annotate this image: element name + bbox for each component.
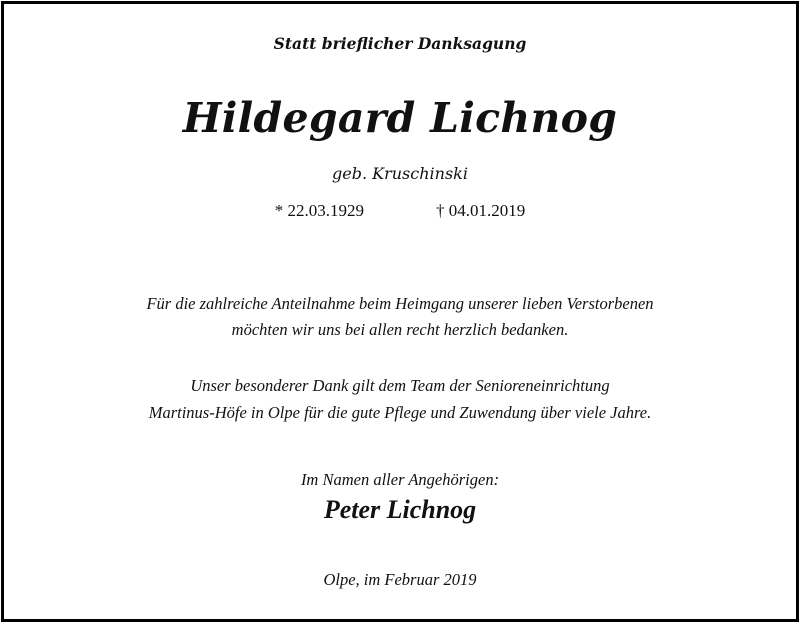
- deceased-name: Hildegard Lichnog: [182, 94, 618, 142]
- life-dates: [4, 201, 796, 221]
- signature-name: Peter Lichnog: [323, 495, 477, 524]
- special-thanks-line: Martinus-Höfe in Olpe für die gute Pflege und Zuwendung über viele Jahre.: [148, 403, 652, 422]
- thanks-paragraph-line: möchten wir uns bei allen recht herzlich bedanken.: [231, 320, 569, 339]
- birth-date: * 22.03.1929: [274, 201, 364, 220]
- obituary-notice-frame: [1, 1, 799, 622]
- special-thanks-line: Unser besonderer Dank gilt dem Team der Senioreneinrichtung: [190, 376, 610, 395]
- place-and-date: Olpe, im Februar 2019: [323, 570, 477, 589]
- closing-phrase: Im Namen aller Angehörigen:: [300, 470, 500, 489]
- maiden-name: geb. Kruschinski: [332, 164, 468, 183]
- death-date: † 04.01.2019: [436, 201, 526, 220]
- notice-header: Statt brieflicher Danksagung: [273, 34, 527, 53]
- thanks-paragraph-line: Für die zahlreiche Anteilnahme beim Heimgang unserer lieben Verstorbenen: [146, 294, 654, 313]
